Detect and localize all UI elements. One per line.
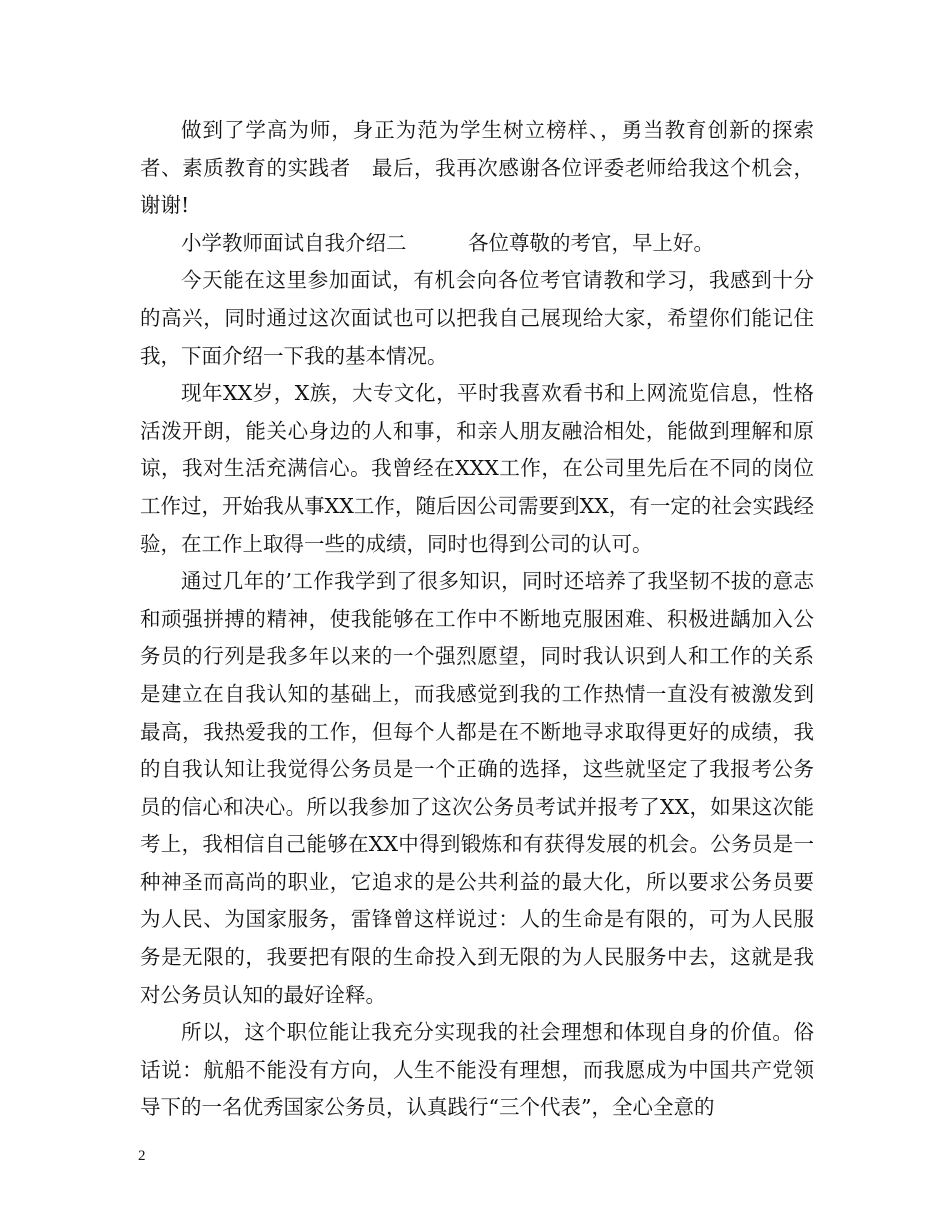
- paragraph-4: 现年XX岁，X族，大专文化，平时我喜欢看书和上网流览信息，性格活泼开朗，能关心身边的人和事，和亲人朋友融洽相处，能做到理解和原谅，我对生活充满信心。我曾经在XXX工作，在公司里先后在不同的岗位工作过，开始我从事XX工作，随后因公司需要到XX，有一定的社会实践经验，在工作上取得一些的成绩，同时也得到公司的认可。: [140, 381, 814, 556]
- document-body: [140, 112, 814, 1127]
- page-number: 2: [138, 1148, 146, 1164]
- paragraph-3: 今天能在这里参加面试，有机会向各位考官请教和学习，我感到十分的高兴，同时通过这次面试也可以把我自己展现给大家，希望你们能记住我，下面介绍一下我的基本情况。: [140, 268, 814, 368]
- paragraph-1: 做到了学高为师，身正为范为学生树立榜样、，勇当教育创新的探索者、素质教育的实践者 最后，我再次感谢各位评委老师给我这个机会，谢谢!: [140, 118, 814, 218]
- paragraph-5: 通过几年的’工作我学到了很多知识，同时还培养了我坚韧不拔的意志和顽强拼搏的精神，使我能够在工作中不断地克服困难、积极进龋加入公务员的行列是我多年以来的一个强烈愿望，同时我认识到人和工作的关系是建立在自我认知的基础上，而我感觉到我的工作热情一直没有被激发到最高，我热爱我的工作，但每个人都是在不断地寻求取得更好的成绩，我的自我认知让我觉得公务员是一个正确的选择，这些就坚定了我报考公务员的信心和决心。所以我参加了这次公务员考试并报考了XX，如果这次能考上，我相信自己能够在XX中得到锻炼和有获得发展的机会。公务员是一种神圣而高尚的职业，它追求的是公共利益的最大化，所以要求公务员要为人民、为国家服务，雷锋曾这样说过：人的生命是有限的，可为人民服务是无限的，我要把有限的生命投入到无限的为人民服务中去，这就是我对公务员认知的最好诠释。: [140, 569, 814, 1007]
- paragraph-2-heading: 小学教师面试自我介绍二 各位尊敬的考官，早上好。: [181, 230, 714, 255]
- paragraph-6: 所以，这个职位能让我充分实现我的社会理想和体现自身的价值。俗话说：航船不能没有方向，人生不能没有理想，而我愿成为中国共产党领导下的一名优秀国家公务员，认真践行“三个代表”，全心全意的: [140, 1020, 814, 1120]
